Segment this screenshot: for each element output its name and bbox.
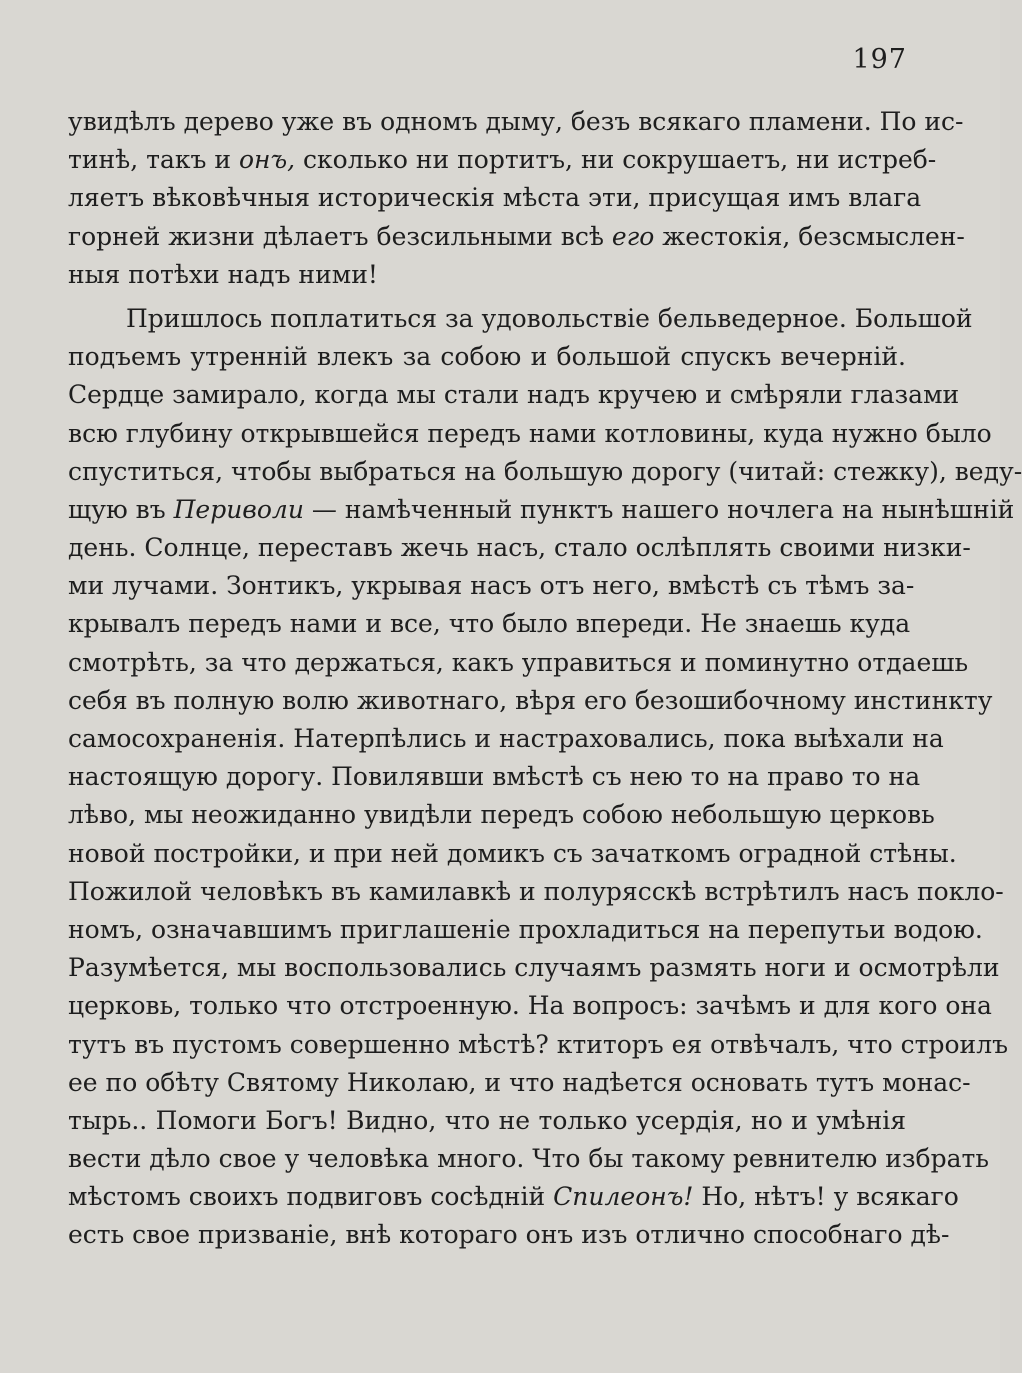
text-line [68,1102,906,1140]
text-run: жестокія, безсмыслен- [654,221,965,251]
text-run: сколько ни портитъ, ни сокрушаетъ, ни истреб- [295,145,937,175]
text-line [68,1216,950,1254]
text-line [68,796,935,834]
paragraph [68,300,1022,1255]
text-run: всю глубину открывшейся передъ нами котловины, куда нужно было [68,418,992,448]
text-run: себя въ полную волю животнаго, вѣря его безошибочному инстинкту [68,685,993,715]
text-run: тырь.. Помоги Богъ! Видно, что не только усердія, но и умѣнія [68,1105,906,1135]
text-line [68,682,993,720]
text-line [68,529,971,567]
text-run: ее по обѣту Святому Николаю, и что надѣется основать тутъ монас- [68,1067,971,1097]
text-run: тутъ въ пустомъ совершенно мѣстѣ? ктиторъ ея отвѣчалъ, что строилъ [68,1029,1008,1059]
page-number: 197 [852,44,907,75]
text-line [68,415,992,453]
text-line [68,644,969,682]
text-run: настоящую дорогу. Повилявши вмѣстѣ съ нею то на право то на [68,762,921,792]
text-line [68,911,983,949]
text-run: тинѣ, такъ и [68,145,239,175]
text-run: ляетъ вѣковѣчныя историческія мѣста эти, присущая имъ влага [68,183,922,213]
text-line [68,873,1004,911]
text-run: смотрѣть, за что держаться, какъ управиться и поминутно отдаешь [68,647,969,677]
text-run: Сердце замирало, когда мы стали надъ кручею и смѣряли глазами [68,380,960,410]
text-line [68,720,944,758]
text-run: спуститься, чтобы выбраться на большую дорогу (читай: стежку), веду- [68,456,1022,486]
text-run: самосохраненія. Натерпѣлись и настраховались, пока выѣхали на [68,724,944,753]
text-run: новой постройки, и при ней домикъ съ зачаткомъ оградной стѣны. [68,838,957,868]
text-line [68,338,906,376]
text-line [68,605,911,643]
text-run: горней жизни дѣлаетъ безсильными всѣ [68,221,612,251]
italic-text: Спилеонъ! [553,1182,694,1212]
text-line [68,758,921,796]
italic-text: онъ, [238,145,296,175]
text-line [68,103,964,141]
text-line [68,376,960,414]
text-line [68,300,973,338]
text-line [68,256,906,294]
text-run: Пожилой человѣкъ въ камилавкѣ и полурясскѣ встрѣтилъ насъ покло- [68,876,1004,906]
page-text [68,103,1022,1255]
paragraph [68,103,965,294]
text-run: увидѣлъ дерево уже въ одномъ дыму, безъ всякаго пламени. По ис- [68,107,964,136]
text-run: ми лучами. Зонтикъ, укрывая насъ отъ него, вмѣстѣ съ тѣмъ за- [68,571,915,601]
text-line [68,1178,959,1216]
text-run: ныя потѣхи надъ ними! [68,259,378,289]
text-run: щую въ [68,494,174,524]
italic-text: его [611,221,655,251]
text-line [68,835,957,873]
text-line [68,949,1000,987]
text-line [68,1026,1008,1064]
text-run: есть свое призваніе, внѣ котораго онъ изъ отлично способнаго дѣ- [68,1220,950,1250]
text-run: лѣво, мы неожиданно увидѣли передъ собою небольшую церковь [68,800,935,830]
text-line [68,1064,971,1102]
text-run: вести дѣло свое у человѣка много. Что бы такому ревнителю избрать [68,1144,989,1174]
text-run: день. Солнце, переставъ жечь насъ, стало ослѣплять своими низки- [68,533,971,563]
text-run: Пришлось поплатиться за удовольствіе бельведерное. Большой [126,303,973,333]
text-run: Разумѣется, мы воспользовались случаямъ размять ноги и осмотрѣли [68,953,1000,983]
text-run: церковь, только что отстроенную. На вопросъ: зачѣмъ и для кого она [68,991,992,1021]
text-line [68,141,937,179]
text-run: подъемъ утренній влекъ за собою и большой спускъ вечерній. [68,342,906,372]
text-run: крывалъ передъ нами и все, что было впереди. Не знаешь куда [68,609,911,639]
text-run: мѣстомъ своихъ подвиговъ сосѣдній [68,1182,554,1212]
text-run: Но, нѣтъ! у всякаго [693,1182,959,1212]
text-line [68,567,915,605]
text-line [68,1140,989,1178]
text-run: — намѣченный пунктъ нашего ночлега на нынѣшній [303,494,1015,524]
text-run: номъ, означавшимъ приглашеніе прохладиться на перепутьи водою. [68,914,983,944]
text-line [68,453,1022,491]
text-line [68,491,1015,529]
text-line [68,218,965,256]
italic-text: Периволи [173,494,304,524]
text-line [68,987,992,1025]
text-line [68,179,922,217]
